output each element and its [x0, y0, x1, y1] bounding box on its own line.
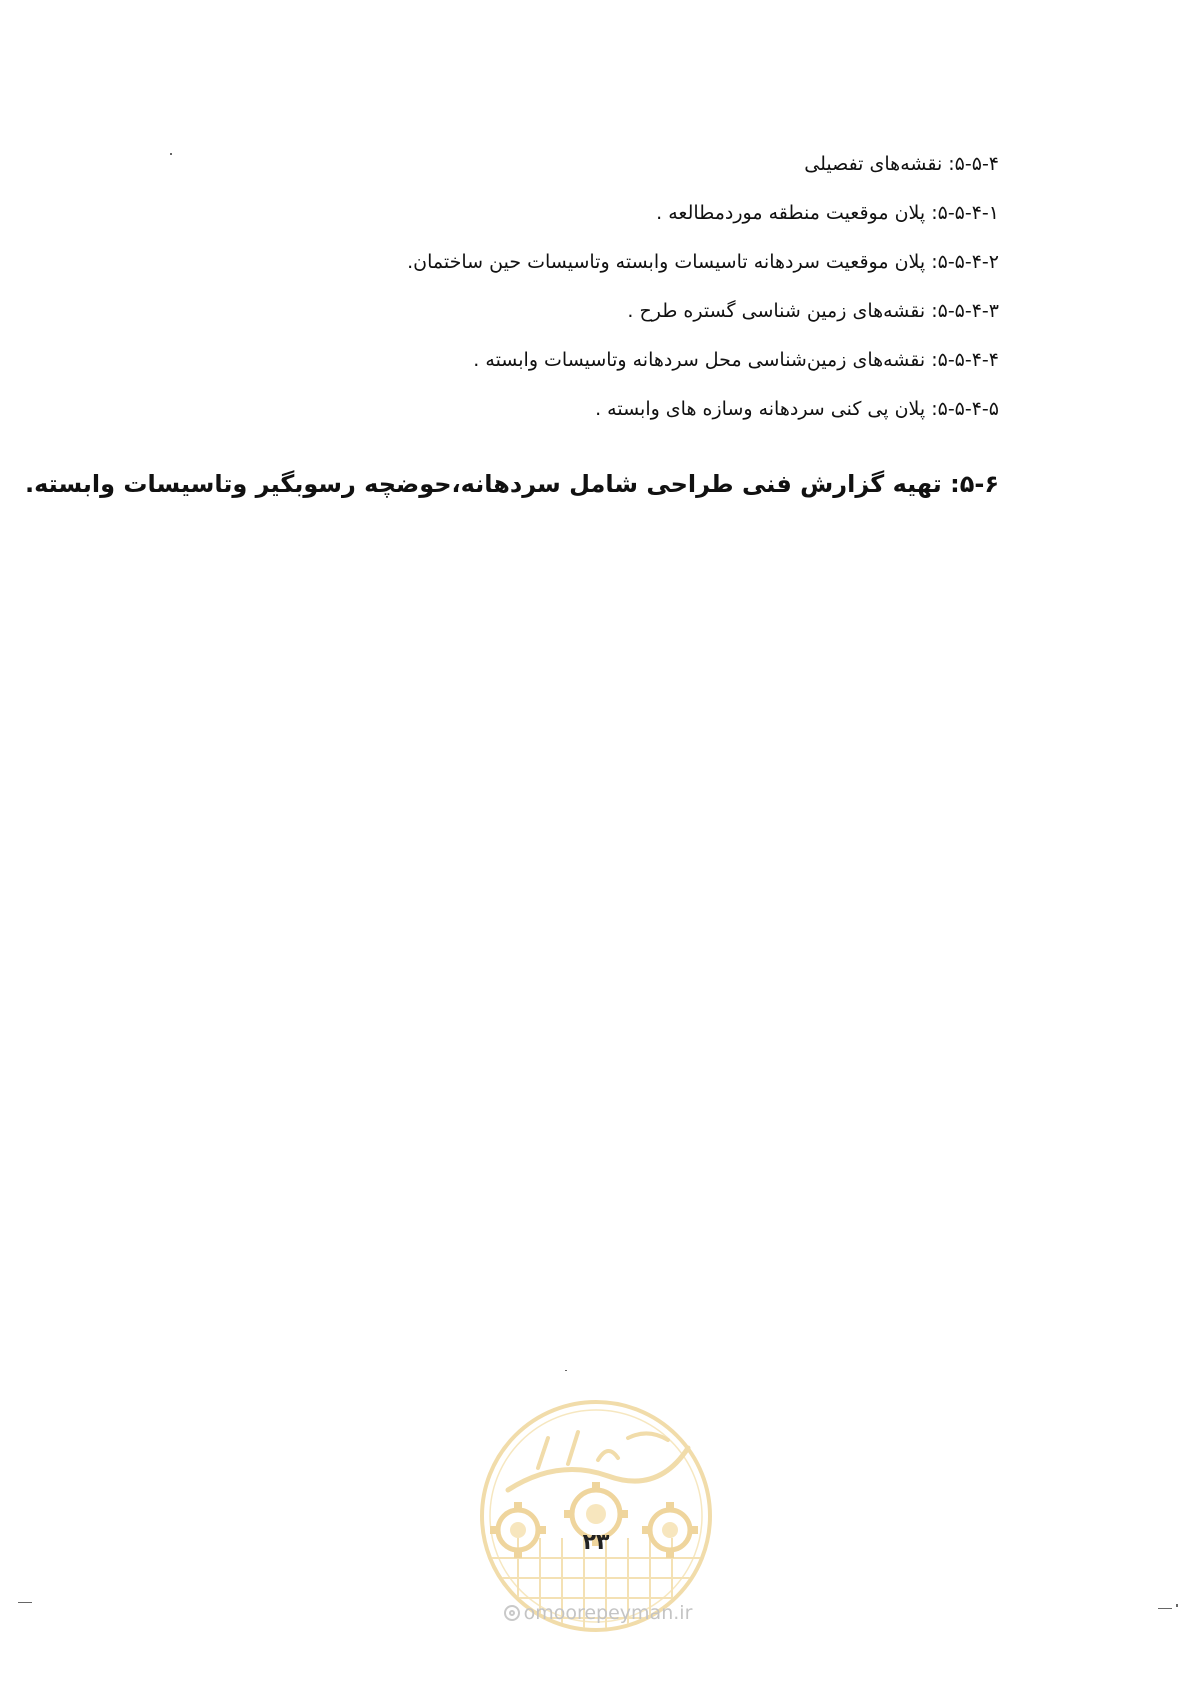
page-number: ۲۳ [582, 1530, 610, 1555]
scan-mark [1158, 1608, 1172, 1609]
scan-mark [18, 1602, 32, 1603]
section-item: ۵-۵-۴-۳: نقشه‌های زمین شناسی گستره طرح . [627, 300, 999, 322]
section-item: ۵-۵-۴-۲: پلان موقعیت سردهانه تاسیسات وابسته وتاسیسات حین ساختمان. [407, 251, 999, 273]
section-heading: ۵-۶: تهیه گزارش فنی طراحی شامل سردهانه،حوضچه رسوبگیر وتاسیسات وابسته. [24, 470, 999, 498]
scan-mark [170, 153, 172, 155]
section-item: ۵-۵-۴: نقشه‌های تفصیلی [804, 153, 999, 175]
section-item: ۵-۵-۴-۱: پلان موقعیت منطقه موردمطالعه . [656, 202, 999, 224]
document-content [24, 150, 999, 501]
section-item: ۵-۵-۴-۵: پلان پی کنی سردهانه وسازه های وابسته . [595, 398, 999, 420]
watermark-credit [493, 1598, 703, 1628]
watermark-text: omoorepeyman.ir [523, 1602, 693, 1624]
at-sign-icon [504, 1605, 520, 1621]
scan-mark [565, 1370, 567, 1371]
section-item: ۵-۵-۴-۴: نقشه‌های زمین‌شناسی محل سردهانه وتاسیسات وابسته . [473, 349, 999, 371]
scan-mark [1176, 1604, 1178, 1607]
